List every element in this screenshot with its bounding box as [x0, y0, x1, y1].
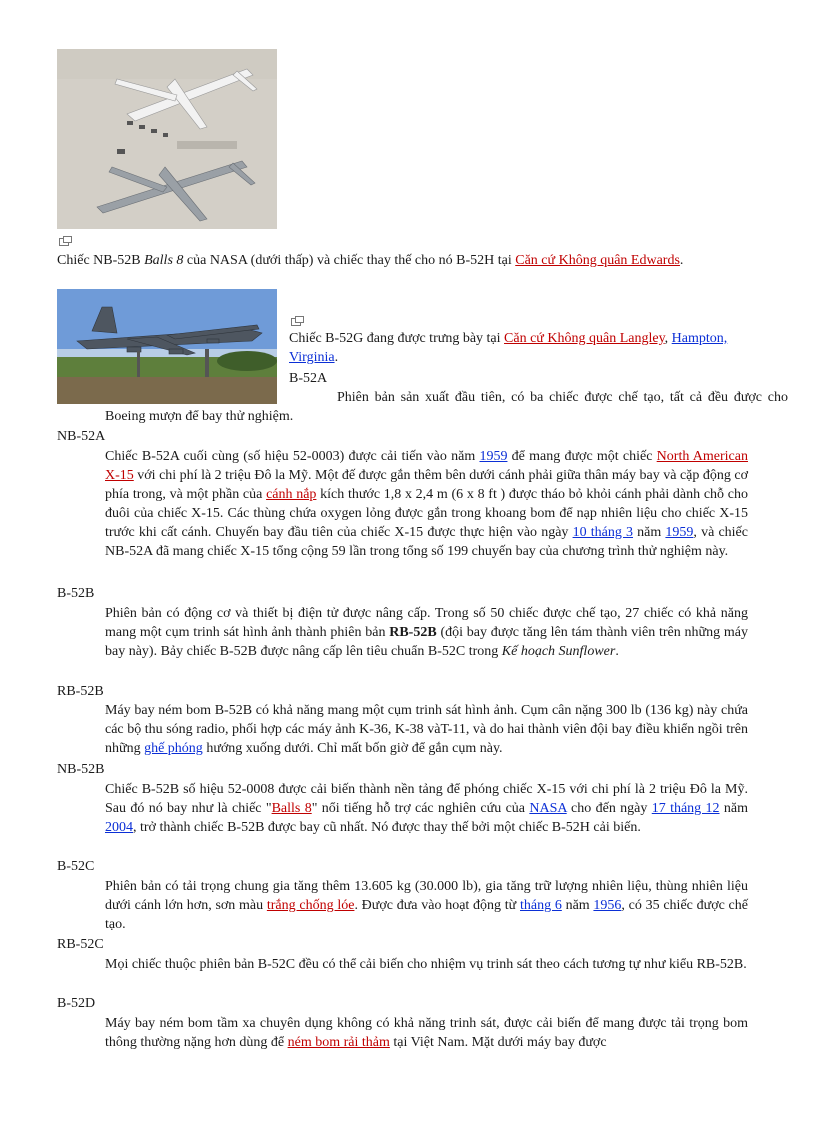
link-langley-afb[interactable]: Căn cứ Không quân Langley: [504, 331, 665, 346]
b52g-illustration: [57, 289, 277, 404]
term-rb52b: RB-52B: [57, 684, 104, 699]
def-b52a: Phiên bản sản xuất đầu tiên, có ba chiếc được chế tạo, tất cả đều được cho Boeing mượn để bay thử nghiệm.: [105, 390, 788, 424]
link-nem-bom-rai-tham[interactable]: ném bom rải thảm: [287, 1035, 390, 1050]
term-nb52a: NB-52A: [57, 429, 106, 444]
figure2-caption: Chiếc B-52G đang được trưng bày tại Căn cứ Không quân Langley, Hampton, Virginia.: [289, 331, 728, 365]
link-ghe-phong[interactable]: ghế phóng: [144, 741, 203, 756]
def-nb52b: Chiếc B-52B số hiệu 52-0008 được cải biến thành nền tảng để phóng chiếc X-15 với chi phí là 2 triệu Đô la Mỹ. Sau đó nó bay như là chiếc "Balls 8" nổi tiếng hỗ trợ các nghiên cứu của NASA cho đến ngày 17 tháng 12 năm 2004, trở thành chiếc B-52B được bay cũ nhất. Nó được thay thế bởi một chiếc B-52H cải biến.: [105, 782, 748, 835]
term-b52a: B-52A: [289, 371, 328, 386]
enlarge-image-icon[interactable]: [291, 316, 303, 325]
link-edwards-afb[interactable]: Căn cứ Không quân Edwards: [515, 253, 680, 268]
term-b52d: B-52D: [57, 996, 96, 1011]
enlarge-image-icon[interactable]: [59, 236, 71, 245]
link-1959[interactable]: 1959: [479, 449, 508, 464]
def-nb52a: Chiếc B-52A cuối cùng (số hiệu 52-0003) được cải tiến vào năm 1959 để mang được một chiếc North American X-15 với chi phí là 2 triệu Đô la Mỹ. Một đế được gắn thêm bên dưới cánh phải giữa thân máy bay và cặp động cơ phía trong, và một phần của cánh nắp kích thước 1,8 x 2,4 m (6 x 8 ft ) được tháo bỏ khỏi cánh phải dành chỗ cho đuôi của chiếc X-15. Các thùng chứa oxygen lỏng được gắn trong khoang bom để nạp nhiên liệu cho chiếc X-15 trước khi cất cánh. Chuyến bay đầu tiên của chiếc X-15 được thực hiện vào ngày 10 tháng 3 năm 1959, và chiếc NB-52A đã mang chiếc X-15 tổng cộng 59 lần trong tổng số 199 chuyến bay của chương trình thử nghiệm này.: [105, 449, 748, 559]
figure1-caption: Chiếc NB-52B Balls 8 của NASA (dưới thấp) và chiếc thay thế cho nó B-52H tại Căn cứ Không quân Edwards.: [57, 253, 684, 268]
term-nb52b: NB-52B: [57, 762, 105, 777]
def-b52b: Phiên bản có động cơ và thiết bị điện tử được nâng cấp. Trong số 50 chiếc được chế tạo, 27 chiếc có khả năng mang một cụm trinh sát hình ảnh thành phiên bản RB-52B (đội bay được tăng lên tám thành viên trên những máy bay này). Bảy chiếc B-52B được nâng cấp lên tiêu chuẩn B-52C trong Kế hoạch Sunflower.: [105, 606, 748, 659]
link-2004[interactable]: 2004: [105, 820, 133, 835]
link-nasa[interactable]: NASA: [529, 801, 567, 816]
link-1959-b[interactable]: 1959: [665, 525, 694, 540]
link-canh-nap[interactable]: cánh nắp: [266, 487, 317, 502]
link-thang-6[interactable]: tháng 6: [520, 898, 562, 913]
link-north-american-x15[interactable]: North American X-15: [105, 449, 748, 483]
link-1956[interactable]: 1956: [593, 898, 622, 913]
aerial-planes-illustration: [57, 49, 277, 229]
link-trang-chong-loe[interactable]: trắng chống lóe: [266, 898, 355, 913]
term-b52b: B-52B: [57, 586, 95, 601]
term-b52c: B-52C: [57, 859, 95, 874]
def-rb52c: Mọi chiếc thuộc phiên bản B-52C đều có thể cải biến cho nhiệm vụ trinh sát theo cách tương tự như kiểu RB-52B.: [105, 957, 747, 972]
b52g-photo-image: [57, 289, 277, 404]
link-hampton-virginia[interactable]: Hampton, Virginia: [289, 331, 728, 365]
link-10-thang-3[interactable]: 10 tháng 3: [572, 525, 633, 540]
def-b52c: Phiên bản có tải trọng chung gia tăng thêm 13.605 kg (30.000 lb), gia tăng trữ lượng nhiên liệu, thùng nhiên liệu dưới cánh lớn hơn, sơn màu trắng chống lóe. Được đưa vào hoạt động từ tháng 6 năm 1956, có 35 chiếc được chế tạo.: [105, 879, 748, 932]
term-rb52c: RB-52C: [57, 937, 104, 952]
aerial-photo-image: [57, 49, 277, 229]
def-rb52b: Máy bay ném bom B-52B có khả năng mang một cụm trinh sát hình ảnh. Cụm cân nặng 300 lb (136 kg) này chứa các bộ thu sóng radio, phối hợp các máy ảnh K-36, K-38 vàT-11, và do hai thành viên đội bay điều khiển ngồi trên những ghế phóng hướng xuống dưới. Chỉ mất bốn giờ để gắn cụm này.: [105, 703, 748, 756]
link-17-thang-12[interactable]: 17 tháng 12: [651, 801, 720, 816]
def-b52d: Máy bay ném bom tầm xa chuyên dụng không có khả năng trinh sát, được cải biến để mang được tải trọng bom thông thường nặng hơn dùng để ném bom rải thảm tại Việt Nam. Mặt dưới máy bay được: [105, 1016, 748, 1050]
link-balls-8[interactable]: Balls 8: [271, 801, 312, 816]
